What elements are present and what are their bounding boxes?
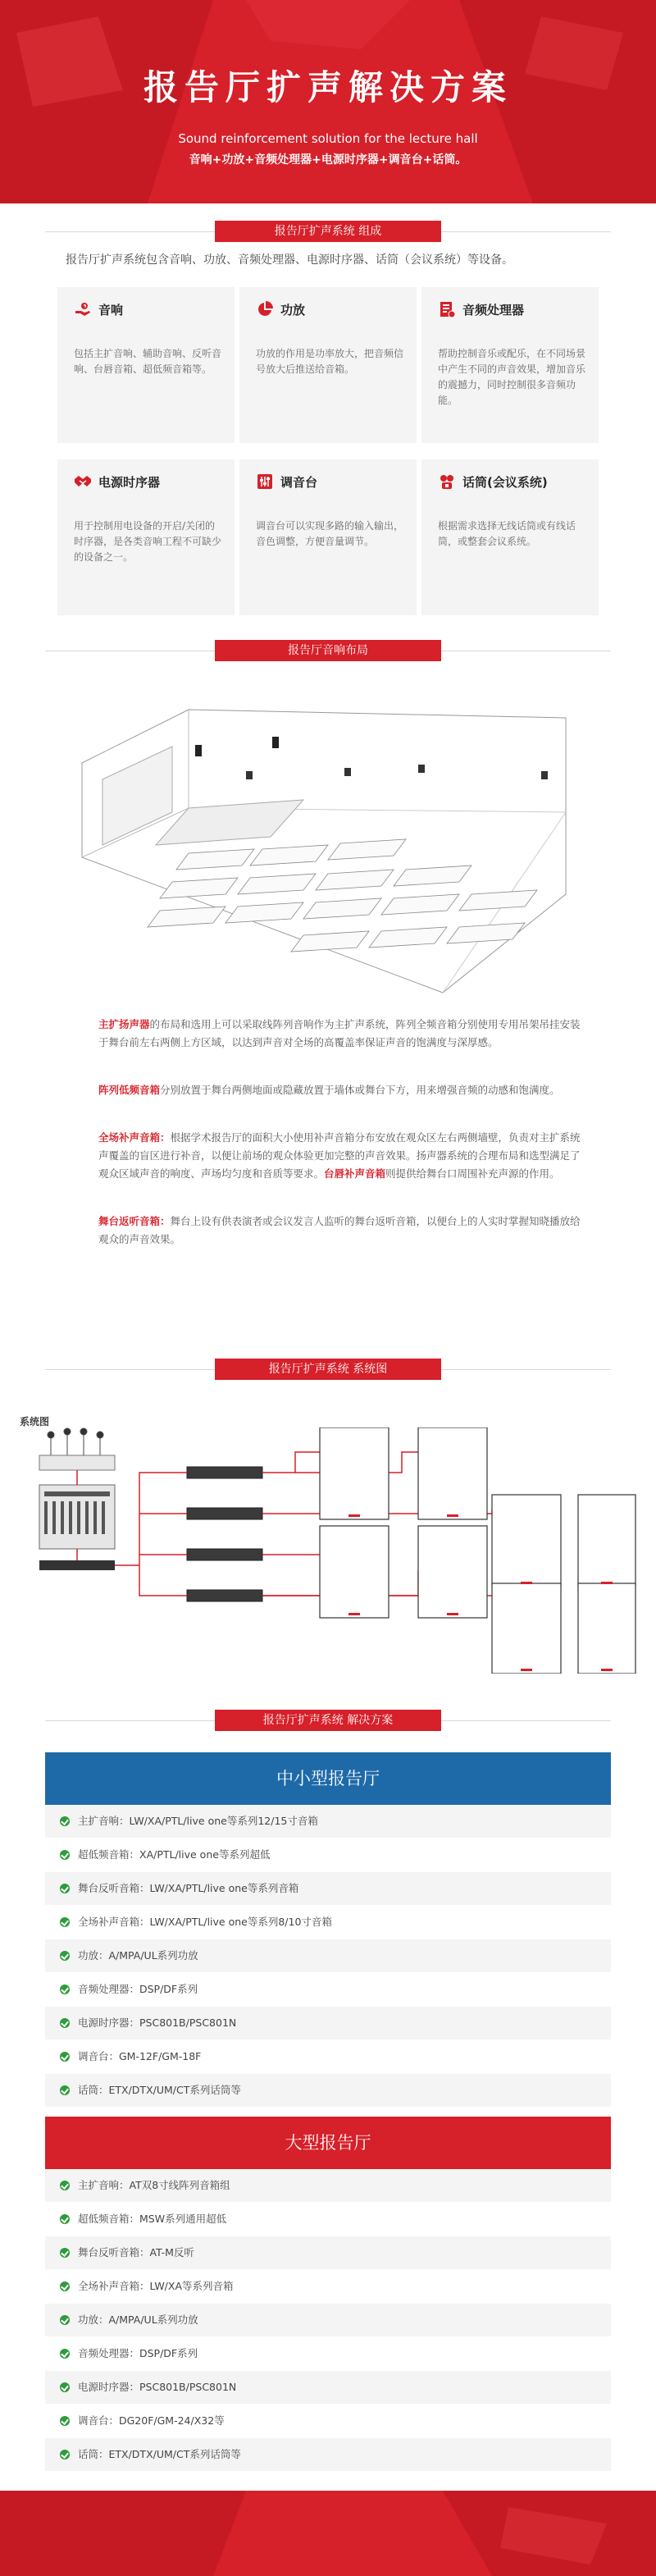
handshake-icon bbox=[74, 473, 92, 491]
card-speaker bbox=[57, 287, 235, 443]
solution-small-item bbox=[45, 1872, 611, 1905]
card-title: 功放 bbox=[280, 302, 306, 317]
solution-small-item bbox=[45, 2040, 611, 2073]
check-icon bbox=[60, 1985, 70, 1994]
card-mixer bbox=[239, 459, 417, 615]
paragraph-lead: 全场补声音箱： bbox=[98, 1131, 171, 1144]
card-title: 话筒(会议系统) bbox=[462, 474, 548, 490]
item-text: 全场补声音箱：LW/XA/PTL/live one等系列8/10寸音箱 bbox=[78, 1916, 332, 1928]
paragraph-lead: 主扩扬声器 bbox=[98, 1018, 150, 1030]
check-icon bbox=[60, 2052, 70, 2062]
system-diagram bbox=[16, 1427, 640, 1674]
solution-small-item bbox=[45, 1906, 611, 1939]
solution-large-item bbox=[45, 2405, 611, 2437]
section-banner-diagram: 报告厅扩声系统 系统图 bbox=[215, 1359, 441, 1380]
paragraph-text: 根据学术报告厅的面积大小使用补声音箱分布安放在观众区左右两侧墙壁，负责对主扩系统声覆盖的盲区进行补音，以便让前场的观众体验更加完整的声音效果。扬声器系统的合理布局和选型满足了观众区域声音的响度、声场均匀度和音质等要求。 bbox=[98, 1131, 581, 1180]
solution-large-item bbox=[45, 2337, 611, 2370]
card-title: 音频处理器 bbox=[462, 302, 525, 317]
mixer-icon bbox=[256, 473, 274, 491]
solution-small-item bbox=[45, 2007, 611, 2039]
card-text: 帮助控制音乐或配乐，在不同场景中产生不同的声音效果，增加音乐的震撼力，同时控制很多音频功能。 bbox=[438, 348, 586, 406]
paragraph-text: 分别放置于舞台两侧地面或隐藏放置于墙体或舞台下方，用来增强音频的动感和饱满度。 bbox=[160, 1084, 560, 1096]
item-text: 超低频音箱：XA/PTL/live one等系列超低 bbox=[78, 1848, 271, 1861]
check-icon bbox=[60, 2349, 70, 2359]
card-text: 调音台可以实现多路的输入输出，音色调整，方便音量调节。 bbox=[256, 520, 404, 547]
processor-icon bbox=[438, 300, 456, 318]
layout-paragraph-fill bbox=[98, 1129, 582, 1201]
card-power-sequencer bbox=[57, 459, 235, 615]
item-text: 主扩音响：LW/XA/PTL/live one等系列12/15寸音箱 bbox=[78, 1815, 318, 1827]
item-text: 调音台：GM-12F/GM-18F bbox=[78, 2050, 202, 2062]
solution-small-item bbox=[45, 1805, 611, 1838]
check-icon bbox=[60, 2416, 70, 2426]
solution-large-header: 大型报告厅 bbox=[45, 2117, 611, 2169]
paragraph-text: 舞台上设有供表演者或会议发言人监听的舞台返听音箱，以便台上的人实时掌握知晓播放给观众的声音效果。 bbox=[98, 1215, 581, 1245]
check-icon bbox=[60, 1951, 70, 1961]
solution-large-item bbox=[45, 2236, 611, 2269]
solution-small-item bbox=[45, 1973, 611, 2006]
layout-paragraph-monitor bbox=[98, 1213, 582, 1249]
item-text: 电源时序器：PSC801B/PSC801N bbox=[78, 2016, 237, 2029]
section-banner-composition: 报告厅扩声系统 组成 bbox=[215, 221, 441, 242]
solution-large-item bbox=[45, 2169, 611, 2202]
hero-subtitle-chinese: 音响+功放+音频处理器+电源时序器+调音台+话筒。 bbox=[189, 153, 467, 167]
footer-banner bbox=[0, 2491, 656, 2576]
item-text: 全场补声音箱：LW/XA等系列音箱 bbox=[78, 2280, 234, 2292]
solution-small-item bbox=[45, 1838, 611, 1871]
paragraph-lead: 阵列低频音箱 bbox=[98, 1084, 161, 1096]
lecture-hall-layout-drawing bbox=[57, 689, 599, 1001]
check-icon bbox=[60, 1850, 70, 1860]
page-title: 报告厅扩声解决方案 bbox=[143, 67, 512, 107]
check-icon bbox=[60, 2018, 70, 2028]
card-amplifier bbox=[239, 287, 417, 443]
card-text: 用于控制用电设备的开启/关闭的时序器，是各类音响工程不可缺少的设备之一。 bbox=[74, 520, 222, 563]
item-text: 主扩音响：AT双8寸线阵列音箱组 bbox=[78, 2179, 230, 2191]
paragraph-lead-secondary: 台唇补声音箱 bbox=[324, 1167, 386, 1180]
item-text: 舞台反听音箱：AT-M反听 bbox=[78, 2246, 194, 2259]
check-icon bbox=[60, 2315, 70, 2325]
paragraph-text: 的布局和选用上可以采取线阵列音响作为主扩声系统，阵列全频音箱分别使用专用吊架吊挂安装于舞台前左右两侧上方区域，以达到声音对全场的高覆盖率保证声音的饱满度与深厚感。 bbox=[98, 1018, 581, 1048]
check-icon bbox=[60, 2281, 70, 2291]
item-text: 超低频音箱：MSW系列通用超低 bbox=[78, 2213, 227, 2225]
item-text: 音频处理器：DSP/DF系列 bbox=[78, 2347, 198, 2359]
card-microphone bbox=[421, 459, 599, 615]
layout-paragraph-sub bbox=[98, 1081, 582, 1117]
speaker-hand-icon bbox=[74, 300, 92, 318]
check-icon bbox=[60, 2450, 70, 2460]
check-icon bbox=[60, 1816, 70, 1826]
card-title: 音响 bbox=[98, 302, 124, 317]
item-text: 舞台反听音箱：LW/XA/PTL/live one等系列音箱 bbox=[78, 1882, 299, 1894]
section-banner-layout: 报告厅音响布局 bbox=[215, 640, 441, 661]
paragraph-text-secondary: 则提供给舞台口周围补充声源的作用。 bbox=[385, 1167, 560, 1180]
card-text: 包括主扩音响、辅助音响、反听音响、台唇音箱、超低频音箱等。 bbox=[74, 348, 222, 375]
layout-paragraph-main bbox=[98, 1016, 582, 1070]
card-text: 功放的作用是功率放大，把音频信号放大后推送给音箱。 bbox=[256, 348, 404, 375]
item-text: 话筒：ETX/DTX/UM/CT系列话筒等 bbox=[78, 2448, 241, 2460]
check-icon bbox=[60, 2085, 70, 2095]
solution-large-item bbox=[45, 2270, 611, 2303]
hero-banner bbox=[0, 0, 656, 203]
card-text: 根据需求选择无线话筒或有线话筒，或整套会议系统。 bbox=[438, 520, 576, 547]
check-icon bbox=[60, 2248, 70, 2258]
diagram-label: 系统图 bbox=[20, 1416, 50, 1427]
microphone-icon bbox=[438, 473, 456, 491]
item-text: 调音台：DG20F/GM-24/X32等 bbox=[78, 2414, 225, 2427]
solution-small-item bbox=[45, 1939, 611, 1972]
solution-large-item bbox=[45, 2203, 611, 2236]
item-text: 话筒：ETX/DTX/UM/CT系列话筒等 bbox=[78, 2084, 241, 2096]
paragraph-lead: 舞台返听音箱： bbox=[98, 1215, 171, 1227]
card-title: 调音台 bbox=[280, 474, 318, 490]
solution-large-item bbox=[45, 2304, 611, 2336]
item-text: 音频处理器：DSP/DF系列 bbox=[78, 1983, 198, 1995]
composition-intro: 报告厅扩声系统包含音响、功放、音频处理器、电源时序器、话筒（会议系统）等设备。 bbox=[66, 253, 513, 267]
check-icon bbox=[60, 1884, 70, 1893]
footer-background-graphic bbox=[0, 2491, 656, 2576]
card-title: 电源时序器 bbox=[98, 474, 161, 490]
section-banner-solution: 报告厅扩声系统 解决方案 bbox=[215, 1710, 441, 1731]
wireless-receiver bbox=[48, 1428, 103, 1455]
solution-large-item bbox=[45, 2371, 611, 2404]
check-icon bbox=[60, 2214, 70, 2224]
solution-small-item bbox=[45, 2074, 611, 2107]
check-icon bbox=[60, 2382, 70, 2392]
solution-small-header: 中小型报告厅 bbox=[45, 1752, 611, 1805]
solution-large-item bbox=[45, 2438, 611, 2471]
hero-subtitle-english: Sound reinforcement solution for the lecture hall bbox=[178, 131, 478, 146]
check-icon bbox=[60, 1917, 70, 1927]
item-text: 功放：A/MPA/UL系列功放 bbox=[78, 2313, 198, 2326]
item-text: 电源时序器：PSC801B/PSC801N bbox=[78, 2381, 237, 2393]
card-processor bbox=[421, 287, 599, 443]
item-text: 功放：A/MPA/UL系列功放 bbox=[78, 1949, 198, 1962]
pie-chart-icon bbox=[256, 300, 274, 318]
check-icon bbox=[60, 2181, 70, 2190]
